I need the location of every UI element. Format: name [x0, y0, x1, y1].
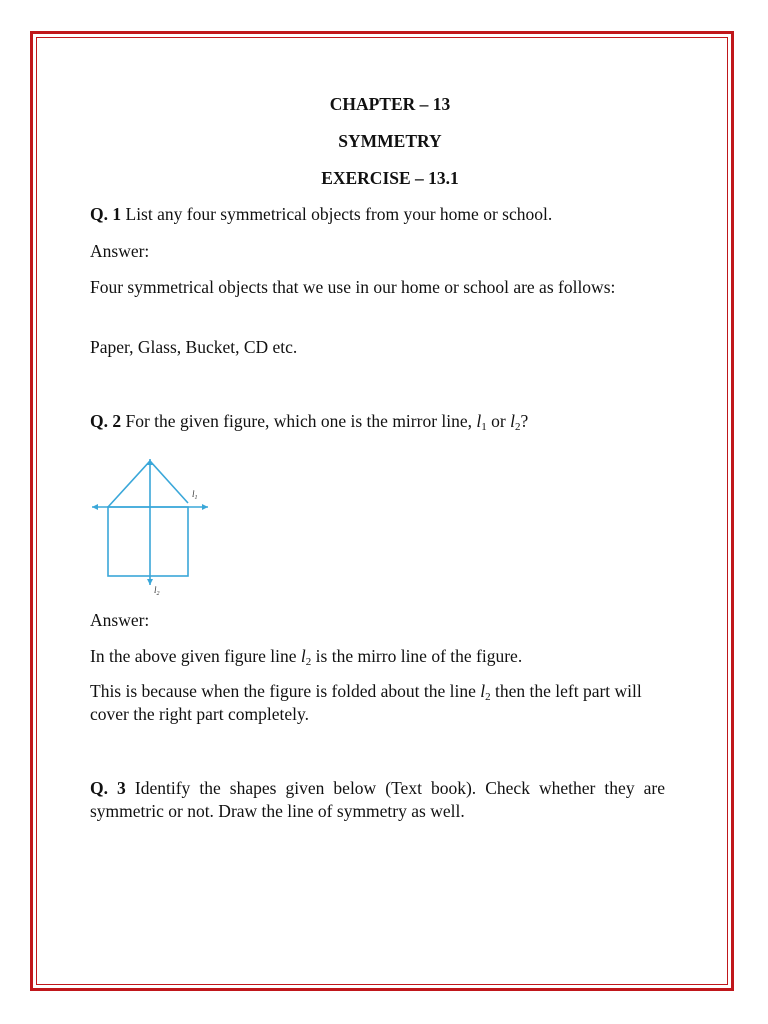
var-l: l — [476, 411, 482, 431]
question-2-number: Q. 2 — [90, 411, 122, 431]
label-l2: $l_2$ — [154, 585, 160, 595]
question-1-answer-line-2: Paper, Glass, Bucket, CD etc. — [90, 337, 298, 357]
question-2-answer-a: In the above given figure line $l_2$ is the mirro line of the figure. — [90, 646, 523, 668]
question-3-number: Q. 3 — [90, 778, 126, 798]
arrow-up — [147, 459, 153, 465]
question-3 — [90, 777, 665, 823]
sub-1: 1 — [481, 421, 487, 433]
house-figure — [92, 459, 208, 585]
question-1 — [90, 203, 665, 226]
label-l1: $l_1$ — [192, 489, 198, 501]
arrow-right — [202, 504, 208, 510]
question-1-answer-label: Answer: — [90, 241, 150, 261]
question-2-text: For the given figure, which one is the mirror line, — [121, 411, 477, 431]
question-2 — [90, 410, 665, 433]
house-square — [108, 507, 188, 576]
question-1-answer-line-1: Four symmetrical objects that we use in our home or school are as follows: — [90, 277, 616, 297]
chapter-title: SYMMETRY — [338, 131, 442, 151]
exercise-heading: EXERCISE – 13.1 — [321, 168, 459, 188]
question-2-answer-label: Answer: — [90, 610, 150, 630]
arrow-down — [147, 579, 153, 585]
question-2-answer-b: This is because when the figure is folded about the line $l_2$ then the left part will cover the right part completely. — [90, 681, 642, 724]
question-1-text: List any four symmetrical objects from your home or school. — [121, 204, 553, 224]
question-2-qmark: ? — [520, 411, 529, 431]
chapter-heading: CHAPTER – 13 — [329, 94, 451, 114]
house-roof — [108, 461, 188, 507]
question-1-number: Q. 1 — [90, 204, 122, 224]
question-3-text: Identify the shapes given below (Text book). Check whether they are symmetric or not. Draw the line of symmetry as well. — [90, 778, 665, 821]
sub-2: 2 — [514, 421, 521, 433]
question-2-or: or — [486, 411, 511, 431]
arrow-left — [92, 504, 98, 510]
var-l: l — [510, 411, 515, 431]
mirror-line-figure — [90, 455, 215, 595]
